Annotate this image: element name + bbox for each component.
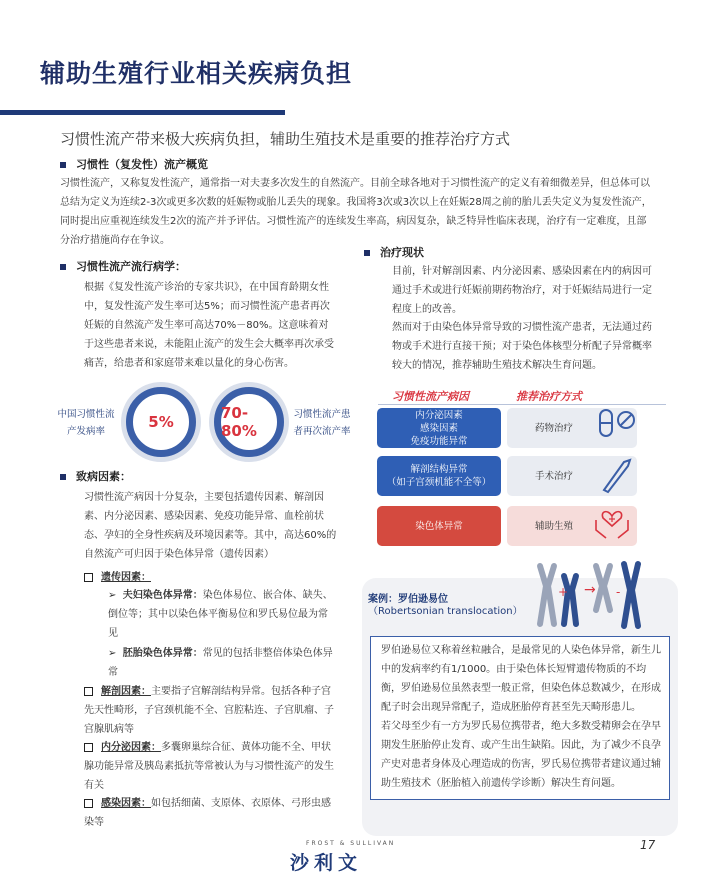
bullet-square-icon <box>60 264 66 270</box>
treatment-heading: 治疗现状 <box>364 244 424 260</box>
case-body <box>370 636 670 800</box>
checkbox-square-icon <box>84 687 93 696</box>
brand-logo: 沙利文 <box>290 852 363 874</box>
stat2-label: 习惯性流产患者再次流产率 <box>293 409 351 437</box>
title-underline <box>0 110 285 115</box>
checkbox-square-icon <box>84 799 93 808</box>
stat1-value: 5% <box>148 413 174 431</box>
svg-text:→: → <box>584 582 596 598</box>
cause-column-title: 习惯性流产病因 <box>392 390 469 403</box>
stat2-circle <box>214 387 284 457</box>
genetic-item-1: ➢ 夫妇染色体异常：染色体易位、嵌合体、缺失、倒位等；其中以染色体平衡易位和罗氏易位最为常见 <box>108 590 333 639</box>
treatment-label-1: 药物治疗 <box>535 422 574 434</box>
infection-item: 感染因素：如包括细菌、支原体、衣原体、弓形虫感染等 <box>84 798 331 828</box>
genetic-item-2: ➢ 胚胎染色体异常：常见的包括非整倍体染色体异常 <box>108 648 333 678</box>
checkbox-square-icon <box>84 743 93 752</box>
chromosome-icon <box>534 560 646 632</box>
brand-english: FROST & SULLIVAN <box>306 840 396 847</box>
arrow-bullet-icon: ➢ <box>108 590 117 601</box>
treatment-label-3: 辅助生殖 <box>535 520 574 532</box>
page-subtitle: 习惯性流产带来极大疾病负担，辅助生殖技术是重要的推荐治疗方式 <box>60 130 511 148</box>
case-text-2: 若父母至少有一方为罗氏易位携带者，绝大多数受精卵会在孕早期发生胚胎停止发育、或产生出生缺陷。因此，为了减少不良孕产史对患者身体及心理造成的伤害，罗氏易位携带者建议通过辅助生殖技术（胚胎植入前遗传学诊断）解决生育问题。 <box>381 721 661 789</box>
endocrine-item: 内分泌因素：多囊卵巢综合征、黄体功能不全、甲状腺功能异常及胰岛素抵抗等常被认为与习惯性流产的发生有关 <box>84 742 334 791</box>
cause-box-3: 染色体异常 <box>377 506 501 546</box>
treatment-column-title: 推荐治疗方式 <box>516 390 582 403</box>
page-number: 17 <box>640 838 656 852</box>
treatment-text-1: 目前，针对解剖因素、内分泌因素、感染因素在内的病因可通过手术或进行妊娠前期药物治疗，对于妊娠结局进行一定程度上的改善。 <box>392 266 652 315</box>
case-text-1: 罗伯逊易位又称着丝粒融合，是最常见的人染色体异常，新生儿中的发病率约有1/1000。由于染色体长短臂遗传物质的不均衡，罗伯逊易位虽然表型一般正常，但染色体总数减少，在形成配子时会出现异常配子，造成胚胎停育甚至先天畸形患儿。 <box>381 645 661 713</box>
pill-icon <box>596 402 640 444</box>
treatment-text-2: 然而对于由染色体异常导致的习惯性流产患者，无法通过药物或手术进行直接干预；对于染色体核型分析配子异常概率较大的情况，推荐辅助生殖技术解决生育问题。 <box>392 322 652 371</box>
scalpel-icon <box>596 452 636 496</box>
stat1-circle <box>126 387 196 457</box>
overview-heading: 习惯性（复发性）流产概览 <box>60 156 208 172</box>
cause-box-2: 解剖结构异常 （如子宫颈机能不全等） <box>377 456 501 496</box>
hands-heart-icon <box>592 500 632 542</box>
svg-text:+: + <box>558 585 569 599</box>
page-title: 辅助生殖行业相关疾病负担 <box>40 59 353 88</box>
epidemiology-heading: 习惯性流产流行病学： <box>60 258 186 274</box>
treatment-label-2: 手术治疗 <box>535 470 574 482</box>
cause-box-1: 内分泌因素 感染因素 免疫功能异常 <box>377 408 501 448</box>
bullet-square-icon <box>364 250 370 256</box>
svg-text:-: - <box>616 585 621 599</box>
anatomy-item: 解剖因素：主要指子宫解剖结构异常。包括各种子宫先天性畸形，子宫颈机能不全、宫腔粘连、子宫肌瘤、子宫腺肌病等 <box>84 686 334 735</box>
epidemiology-text: 根据《复发性流产诊治的专家共识》，在中国育龄期女性中，复发性流产发生率可达5%；而习惯性流产患者再次妊娠的自然流产发生率可高达70%－80%。这意味着对于这些患者来说，未能阻止流产的发生会大概率再次承受痛苦，给患者和家庭带来难以量化的身心伤害。 <box>84 282 334 369</box>
genetic-title: 遗传因素： <box>84 568 151 587</box>
causes-heading: 致病因素： <box>60 468 131 484</box>
stat1-label: 中国习惯性流产发病率 <box>57 409 115 437</box>
bullet-square-icon <box>60 162 66 168</box>
checkbox-square-icon <box>84 573 93 582</box>
overview-text: 习惯性流产，又称复发性流产，通常指一对夫妻多次发生的自然流产。目前全球各地对于习惯性流产的定义有着细微差异，但总体可以总结为定义为连续2-3次或更多次数的妊娠物或胎儿丢失的现象。我国将3次或3次以上在妊娠28周之前的胎儿丢失定义为复发性流产，同时提出应重视连续发生2次的流产并予评估。习惯性流产的连续发生率高，病因复杂，缺乏特异性临床表现，治疗有一定难度，且部分治疗措施尚存在争议。 <box>60 178 652 246</box>
bullet-square-icon <box>60 474 66 480</box>
causes-text: 习惯性流产病因十分复杂，主要包括遗传因素、解剖因素、内分泌因素、感染因素、免疫功能异常、血栓前状态、孕妇的全身性疾病及环境因素等。其中，高达60%的自然流产可归因于染色体异常（遗传因素） <box>84 492 337 560</box>
case-title-en: （Robertsonian translocation） <box>368 606 523 617</box>
stat2-value: 70-80% <box>221 404 257 440</box>
arrow-bullet-icon: ➢ <box>108 648 117 659</box>
case-title: 案例：罗伯逊易位 <box>368 594 448 605</box>
